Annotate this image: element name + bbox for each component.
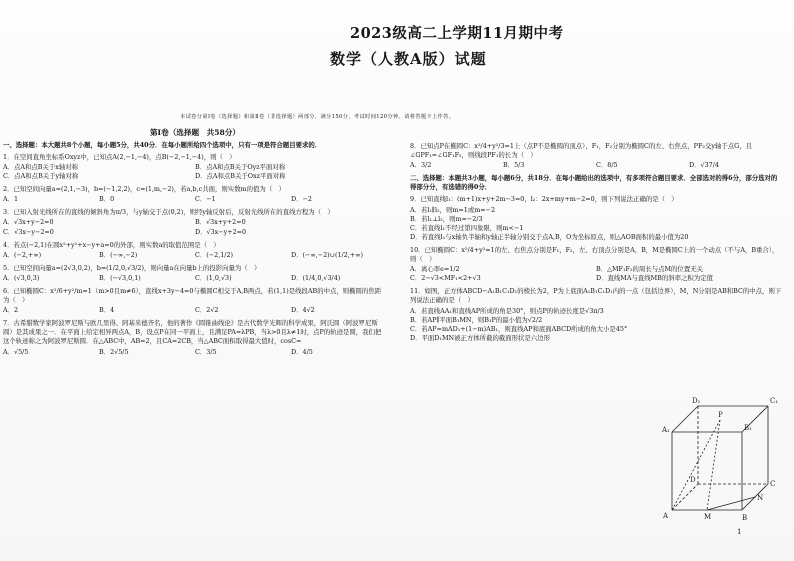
question-item xyxy=(3,185,387,204)
label-m: M xyxy=(704,513,712,521)
exam-notice: 本试卷分第Ⅰ卷（选择题）和第Ⅱ卷（非选择题）两部分，满分150分，考试时间120分钟。请将答题卡上作答。 xyxy=(180,114,455,120)
answer-option: B．2√5/5 xyxy=(99,347,129,356)
question-stem: 5．已知空间向量a=(2√3,0,2)，b=(1/2,0,√3/2)，则向量a在向量b上的投影向量为（ ） xyxy=(3,263,261,272)
answer-options xyxy=(3,348,387,357)
question-stem: 3．已知入射光线所在的直线的倾斜角为π/3，与y轴交于点(0,2)，则经y轴反射后，反射光线所在的直线方程为（ ） xyxy=(3,208,334,217)
answer-options xyxy=(410,307,782,343)
question-stem: 2．已知空间向量a=(2,1,−3)，b=(−1,2,2)，c=(1,m,−2)，若a,b,c共面，则实数m的值为（ ） xyxy=(3,185,285,194)
answer-option: A．3/2 xyxy=(410,161,432,170)
label-p: P xyxy=(718,411,723,419)
answer-option: D．(−∞,−2)∪(1/2,+∞) xyxy=(291,250,363,259)
answer-option: C．−1 xyxy=(195,195,216,204)
question-item xyxy=(3,264,387,283)
section-two-heading: 二、选择题：本题共3小题，每小题6分，共18分．在每小题给出的选项中，有多项符合题目要求．全部选对的得6分，部分选对的得部分分，有选错的得0分． xyxy=(410,174,778,192)
question-item xyxy=(3,153,387,181)
answer-option: C．(1,0,√3) xyxy=(195,273,232,282)
answer-option: C．2√2 xyxy=(195,306,219,315)
answer-option: D．4√2 xyxy=(291,306,315,315)
label-a1: A₁ xyxy=(662,426,670,434)
answer-option: B．4 xyxy=(99,306,115,315)
answer-option: D．若直线l₁与x轴负半轴和y轴正半轴分别交于点A,B，O为坐标原点，则△AOB面积的最小值为20 xyxy=(410,232,689,241)
question-stem: 8．已知点P在椭圆C：x²/4+y²/3=1上（点P不是椭圆的顶点），F₁，F₂分别为椭圆C的左、右焦点，PF₂交y轴于点G，且∠GPF₁=∠GF₁F₂，则线段PF₁的长为（ ） xyxy=(410,142,753,160)
answer-option: B．√3x+y+2=0 xyxy=(195,218,246,227)
answer-option: B．若l₁⊥l₂，则m=−2/3 xyxy=(410,214,483,223)
answer-option: B．点A和点B关于Oyz平面对称 xyxy=(195,162,286,171)
answer-option: C．点A和点B关于y轴对称 xyxy=(3,172,79,181)
label-b: B xyxy=(742,514,748,522)
answer-option: A．(−2,+∞) xyxy=(3,250,42,259)
page-number: 1 xyxy=(737,528,742,536)
answer-option: A．1 xyxy=(3,195,19,204)
answer-option: A．若直线AA₁和直线AP所成的角是30°，则点P的轨迹长度是√3π/3 xyxy=(410,306,604,315)
question-item xyxy=(410,246,782,283)
answer-option: D．直线MA与直线MB的斜率之积为定值 xyxy=(596,274,713,283)
answer-option: A．√3x+y−2=0 xyxy=(3,218,54,227)
question-stem: 11．如图，正方体ABCD−A₁B₁C₁D₁的棱长为2，P为上底面A₁B₁C₁D₁内的一点（包括边界），M，N分别是AB和BC的中点，则下列说法正确的是（ ） xyxy=(410,287,782,305)
left-question-list xyxy=(3,153,387,357)
answer-option: B．(−√3,0,1) xyxy=(99,273,141,282)
answer-option: A．(√3,0,3) xyxy=(3,273,40,282)
label-n: N xyxy=(757,494,764,502)
answer-option: D．(1/4,0,√3/4) xyxy=(291,273,341,282)
answer-options xyxy=(3,218,387,236)
question-item xyxy=(410,142,782,170)
question-item xyxy=(3,241,387,260)
answer-option: A．离心率e=1/2 xyxy=(410,265,460,274)
section-one-heading: 一、选择题：本大题共8个小题，每小题5分，共40分．在每小题所给四个选项中，只有一项是符合题目要求的． xyxy=(3,140,322,149)
answer-options xyxy=(3,251,387,260)
right-question-list-multi xyxy=(410,195,782,342)
answer-option: C．8/5 xyxy=(596,161,618,170)
answer-option: C．若AP=mAD₁+(1−m)AB₁，则直线AP和底面ABCD所成的角大小是45° xyxy=(410,324,628,333)
answer-option: C．2−√3<MF₁<2+√3 xyxy=(410,274,481,283)
label-c: C xyxy=(770,480,776,488)
answer-option: C．√3x−y−2=0 xyxy=(3,227,54,236)
answer-option: B．若AP∥平面B₁MN，则B₁P的最小值为√2/2 xyxy=(410,315,543,324)
label-c1: C₁ xyxy=(770,397,779,405)
exam-title: 2023级高二上学期11月期中考 xyxy=(350,25,564,42)
answer-option: B．(−∞,−2) xyxy=(99,250,138,259)
answer-option: D．平面D₁MN被正方体所截的截面形状是六边形 xyxy=(410,333,550,342)
answer-option: D．−2 xyxy=(291,195,312,204)
question-stem: 1．在空间直角坐标系Oxyz中，已知点A(2,−1,−4)，点B(−2,−1,−4)，则（ ） xyxy=(3,152,236,161)
answer-option: B．0 xyxy=(99,195,115,204)
exam-subtitle: 数学（人教A版）试题 xyxy=(330,50,487,68)
label-a: A xyxy=(663,512,669,520)
right-question-list-top xyxy=(410,142,782,170)
right-column xyxy=(410,142,782,347)
answer-option: C．(−2,1/2) xyxy=(195,250,234,259)
question-stem: 7．古希腊数学家阿波罗尼斯与欧几里得、阿基米德齐名，他的著作《圆锥曲线论》是古代数学光辉的科学成果，阿氏圆（阿波罗尼斯圆）是其成果之一．在平面上给定相异两点A，B，设点P在同一平面上，且满足PA=λPB，当λ>0且λ≠1时，点P的轨迹是圆，我们把这个轨迹称之为阿波罗尼斯圆．在△ABC中，AB=2，且CA=2CB，当△ABC面积取得最大值时，cosC= xyxy=(3,319,382,346)
answer-option: A．2 xyxy=(3,306,19,315)
answer-option: D．4/5 xyxy=(291,347,313,356)
question-item xyxy=(410,287,782,343)
question-stem: 10．已知椭圆C：x²/4+y²=1的左、右焦点分别是F₁，F₂，左、右顶点分别是A，B，M是椭圆C上的一个动点（不与A，B重合），则（ ） xyxy=(410,245,779,264)
label-b1: B₁ xyxy=(744,424,752,432)
label-d1: D₁ xyxy=(692,397,701,405)
label-d: D xyxy=(690,476,696,484)
left-column xyxy=(3,128,387,361)
question-item xyxy=(410,195,782,241)
answer-option: A．√5/5 xyxy=(3,347,29,356)
answer-option: C．若直线l₁不经过第四象限，则m<−1 xyxy=(410,223,524,232)
volume-title: 第Ⅰ卷（选择题 共58分） xyxy=(149,128,241,137)
answer-options xyxy=(3,195,387,204)
question-stem: 6．已知椭圆C：x²/6+y²/m=1（m>0且m≠6），直线x+3y−4=0与椭圆C相交于A,B两点，若(1,1)是线段AB的中点，则椭圆的焦距为（ ） xyxy=(3,287,382,305)
question-item xyxy=(3,287,387,315)
answer-options xyxy=(3,306,387,315)
question-stem: 9．已知直线l₁：(m+1)x+y+2m−3=0，l₂：2x+my+m−2=0，则下列说法正确的是（ ） xyxy=(410,195,678,204)
answer-option: D．√37/4 xyxy=(689,161,719,170)
answer-option: B．△MF₁F₂的周长与点M的位置无关 xyxy=(596,265,703,274)
answer-options xyxy=(410,265,782,283)
answer-option: C．3/5 xyxy=(195,347,217,356)
question-item xyxy=(3,319,387,356)
answer-options xyxy=(410,161,782,170)
answer-option: A．若l₁∥l₂，则m=1或m=−2 xyxy=(410,205,496,214)
answer-option: D．点A和点B关于Oxz平面对称 xyxy=(195,172,286,181)
answer-option: D．√3x−y+2=0 xyxy=(195,227,247,236)
answer-option: A．点A和点B关于x轴对称 xyxy=(3,162,79,171)
question-stem: 4．若点(−2,1)在圆x²+y²+x−y+a=0的外部，则实数a的取值范围是（ ） xyxy=(3,240,220,249)
answer-options xyxy=(410,206,782,242)
answer-options xyxy=(3,274,387,283)
cube-figure xyxy=(658,392,782,524)
answer-option: B．5/3 xyxy=(503,161,525,170)
question-item xyxy=(3,208,387,236)
answer-options xyxy=(3,163,387,181)
